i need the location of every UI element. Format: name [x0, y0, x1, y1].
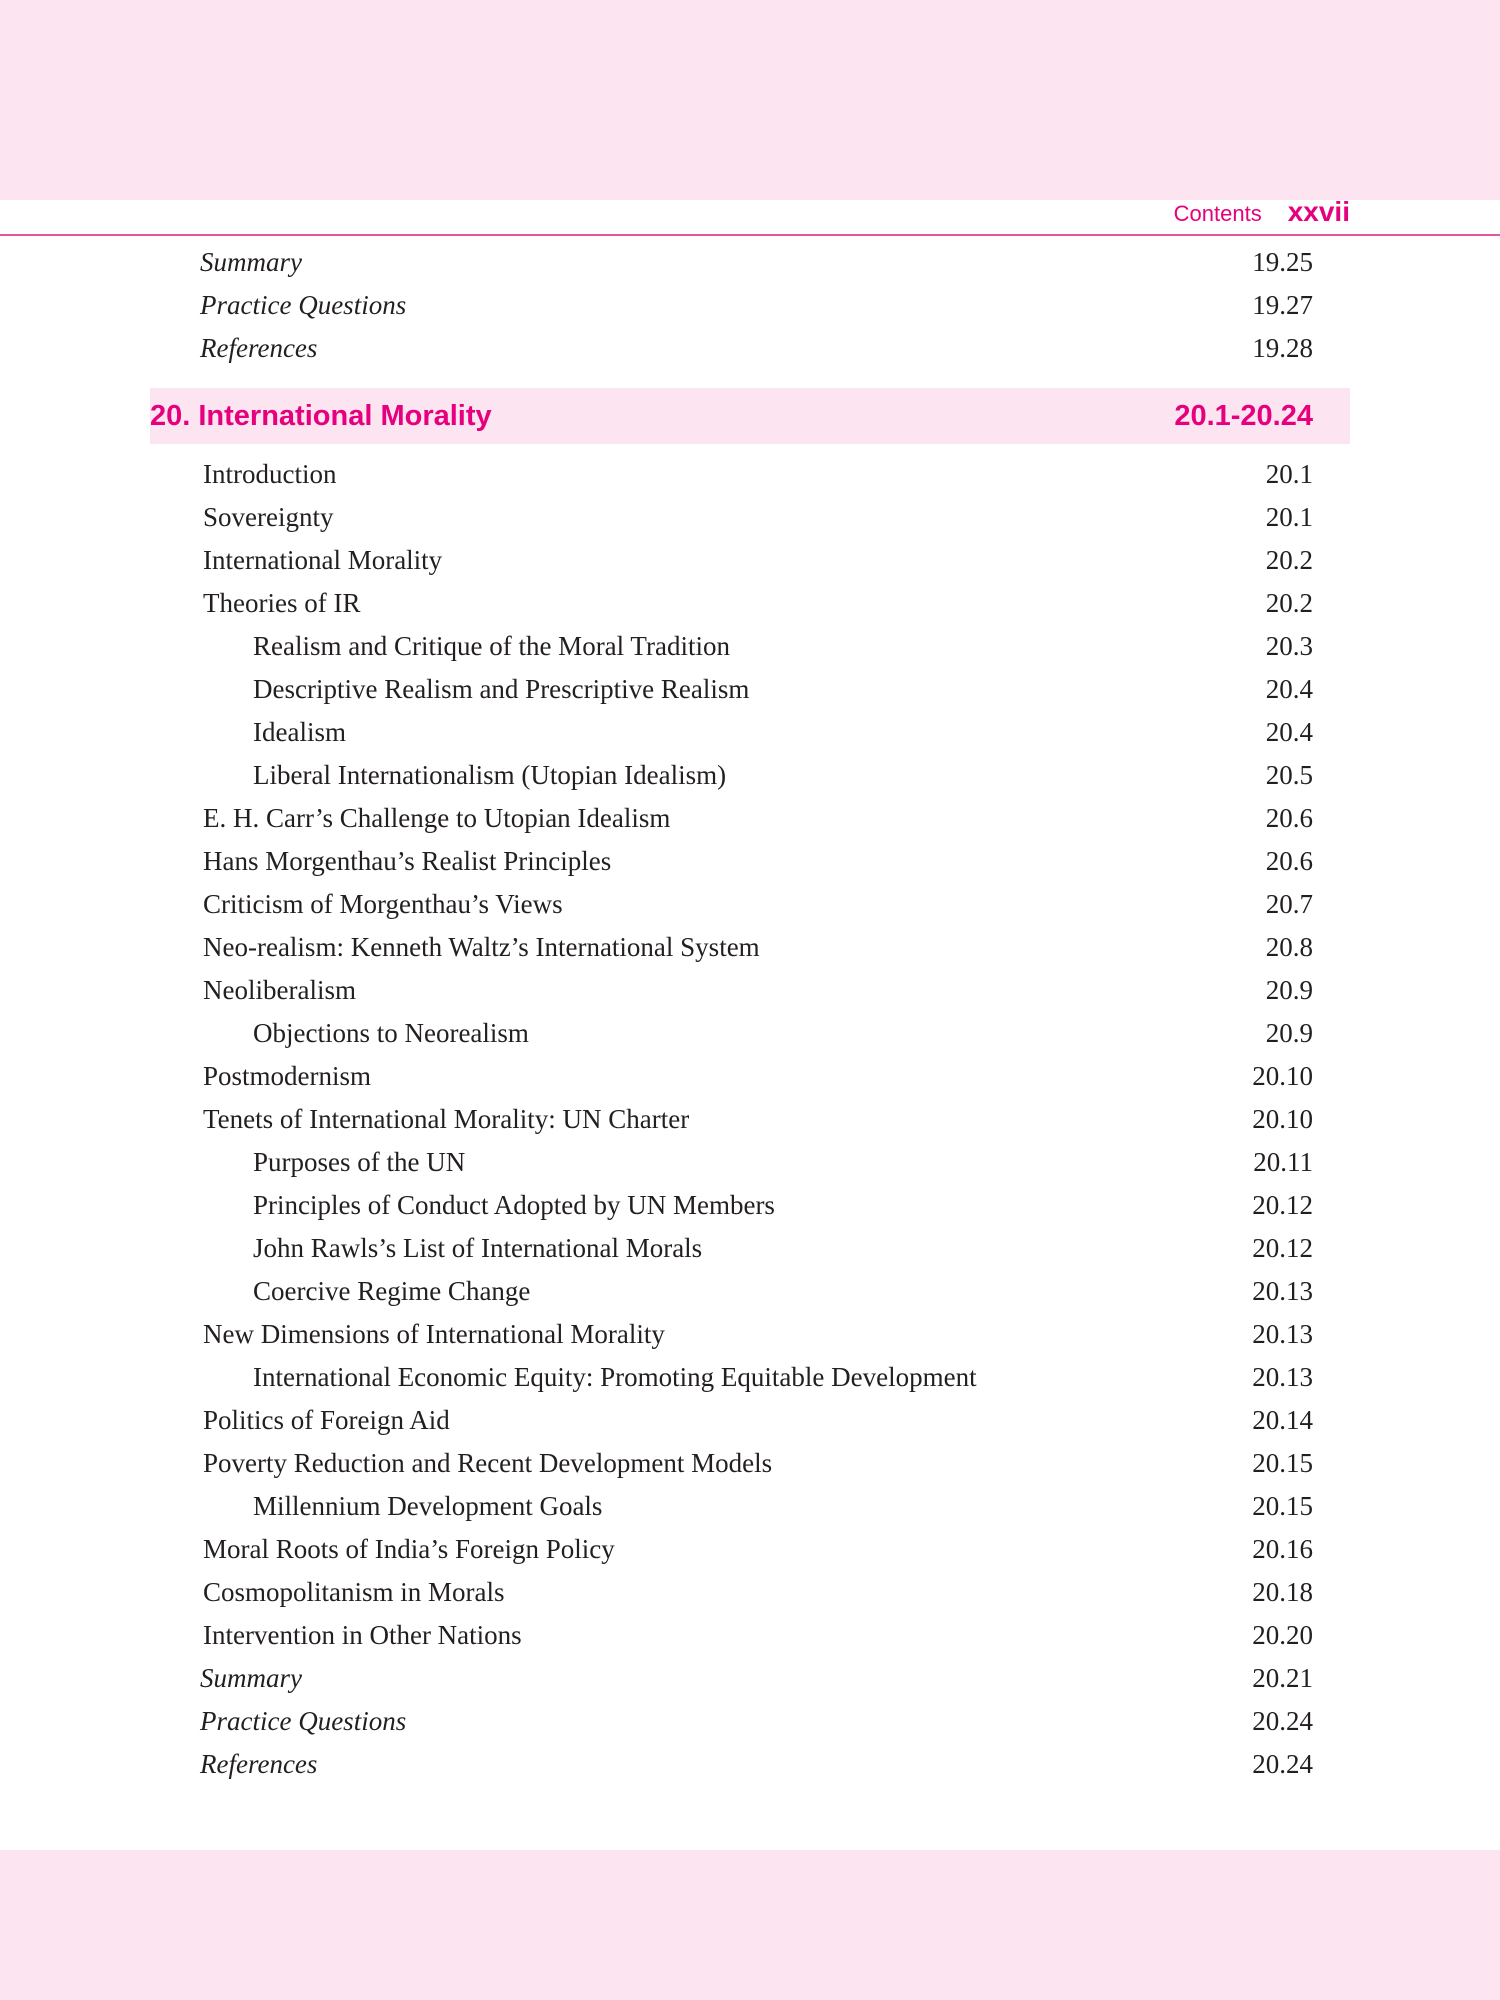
- toc-entry-title: International Morality: [203, 545, 443, 575]
- toc-entry[interactable]: [200, 1572, 1313, 1612]
- toc-entry-title: Intervention in Other Nations: [203, 1620, 522, 1650]
- toc-entry[interactable]: [200, 1400, 1313, 1440]
- toc-entry[interactable]: [200, 497, 1313, 537]
- toc-entry-title: Moral Roots of India’s Foreign Policy: [203, 1534, 615, 1564]
- toc-entry-title: New Dimensions of International Morality: [203, 1319, 665, 1349]
- toc-entry-title: John Rawls’s List of International Morals: [253, 1233, 703, 1263]
- toc-entry-title: References: [200, 333, 318, 363]
- toc-entry[interactable]: [200, 1056, 1313, 1096]
- toc-entry-page: 20.15: [1252, 1491, 1313, 1521]
- toc-entry-page: 19.28: [1252, 333, 1313, 363]
- toc-entry-page: 20.13: [1252, 1362, 1313, 1392]
- toc-entry-page: 20.9: [1265, 1018, 1313, 1048]
- toc-entry-page: 20.24: [1252, 1706, 1313, 1736]
- toc-entry-title: Purposes of the UN: [253, 1147, 466, 1177]
- running-head: [1174, 196, 1350, 230]
- toc-entry-page: 20.1: [1265, 502, 1313, 532]
- toc-entry-page: 20.4: [1265, 674, 1313, 704]
- toc-entry-page: 20.7: [1265, 889, 1313, 919]
- chapter-title: 20. International Morality: [150, 400, 492, 432]
- toc-entry-title: Poverty Reduction and Recent Development Models: [203, 1448, 773, 1478]
- toc-entry-page: 20.12: [1252, 1233, 1313, 1263]
- chapter-page-range: 20.1-20.24: [1174, 400, 1313, 432]
- toc-entry-page: 20.14: [1252, 1405, 1313, 1435]
- toc-entry-page: 20.13: [1252, 1319, 1313, 1349]
- toc-entry-summary[interactable]: [200, 1658, 1313, 1698]
- toc-entry-title: International Economic Equity: Promoting Equitable Development: [253, 1362, 977, 1392]
- toc-entry-page: 20.24: [1252, 1749, 1313, 1779]
- chapter-heading[interactable]: [150, 388, 1350, 444]
- toc-entry-page: 20.12: [1252, 1190, 1313, 1220]
- toc-entry[interactable]: [200, 927, 1313, 967]
- bottom-margin-band: [0, 1850, 1500, 2000]
- toc-entry-title: Theories of IR: [203, 588, 361, 618]
- toc-subentry[interactable]: [200, 1013, 1313, 1053]
- toc-entry-page: 20.4: [1265, 717, 1313, 747]
- toc-entry-title: Liberal Internationalism (Utopian Idealism): [253, 760, 727, 790]
- toc-entry-page: 20.2: [1265, 588, 1313, 618]
- toc-entry[interactable]: [200, 540, 1313, 580]
- toc-entry-page: 20.10: [1252, 1104, 1313, 1134]
- toc-entry[interactable]: [200, 1443, 1313, 1483]
- toc-entry-title: Postmodernism: [203, 1061, 372, 1091]
- toc-entry-title: Summary: [200, 1663, 302, 1693]
- toc-entry-title: Introduction: [203, 459, 337, 489]
- toc-subentry[interactable]: [200, 1357, 1313, 1397]
- toc-entry[interactable]: [200, 583, 1313, 623]
- page-number: xxvii: [1287, 196, 1350, 227]
- toc-entry-page: 20.8: [1265, 932, 1313, 962]
- running-head-label: Contents: [1173, 201, 1262, 226]
- toc-subentry[interactable]: [200, 1185, 1313, 1225]
- toc-subentry[interactable]: [200, 712, 1313, 752]
- toc-entry-title: Sovereignty: [203, 502, 334, 532]
- toc-entry-practice-questions[interactable]: [200, 285, 1313, 325]
- toc-entry[interactable]: [200, 841, 1313, 881]
- toc-entry-title: Neo-realism: Kenneth Waltz’s International System: [203, 932, 760, 962]
- toc-entry-title: Politics of Foreign Aid: [203, 1405, 450, 1435]
- toc-subentry[interactable]: [200, 669, 1313, 709]
- toc-entry-title: Coercive Regime Change: [253, 1276, 531, 1306]
- toc-entry-page: 20.11: [1253, 1147, 1313, 1177]
- toc-entry-page: 20.6: [1265, 846, 1313, 876]
- toc-entry-page: 20.21: [1252, 1663, 1313, 1693]
- toc-subentry[interactable]: [200, 1142, 1313, 1182]
- toc-entry-title: Criticism of Morgenthau’s Views: [203, 889, 563, 919]
- toc-entry-title: Objections to Neorealism: [253, 1018, 529, 1048]
- toc-entry[interactable]: [200, 1615, 1313, 1655]
- toc-entry-page: 20.3: [1265, 631, 1313, 661]
- toc-entry-title: Idealism: [253, 717, 346, 747]
- toc-entry-page: 20.1: [1265, 459, 1313, 489]
- top-margin-band: [0, 0, 1500, 200]
- toc-entry-title: Summary: [200, 247, 302, 277]
- toc-entry-title: Practice Questions: [200, 1706, 407, 1736]
- toc-entry-page: 19.25: [1252, 247, 1313, 277]
- toc-entry[interactable]: [200, 1314, 1313, 1354]
- toc-entry-references[interactable]: [200, 328, 1313, 368]
- toc-entry[interactable]: [200, 1099, 1313, 1139]
- toc-entry-title: Millennium Development Goals: [253, 1491, 603, 1521]
- toc-entry-summary[interactable]: [200, 242, 1313, 282]
- toc-entry-title: References: [200, 1749, 318, 1779]
- toc-entry-title: Realism and Critique of the Moral Tradition: [253, 631, 730, 661]
- toc-entry-practice-questions[interactable]: [200, 1701, 1313, 1741]
- toc-subentry[interactable]: [200, 1271, 1313, 1311]
- toc-entry-references[interactable]: [200, 1744, 1313, 1784]
- toc-entry-title: Descriptive Realism and Prescriptive Realism: [253, 674, 750, 704]
- toc-entry[interactable]: [200, 798, 1313, 838]
- toc-entry-title: E. H. Carr’s Challenge to Utopian Idealism: [203, 803, 671, 833]
- toc-entry-page: 20.10: [1252, 1061, 1313, 1091]
- toc-entry[interactable]: [200, 454, 1313, 494]
- toc-entry[interactable]: [200, 884, 1313, 924]
- toc-entry-page: 20.5: [1265, 760, 1313, 790]
- toc-entry-page: 20.13: [1252, 1276, 1313, 1306]
- header-rule: [0, 234, 1500, 236]
- toc-subentry[interactable]: [200, 755, 1313, 795]
- toc-entry-page: 19.27: [1252, 290, 1313, 320]
- toc-entry-title: Tenets of International Morality: UN Charter: [203, 1104, 690, 1134]
- toc-subentry[interactable]: [200, 1486, 1313, 1526]
- toc-entry[interactable]: [200, 1529, 1313, 1569]
- toc-entry-page: 20.18: [1252, 1577, 1313, 1607]
- toc-entry-page: 20.15: [1252, 1448, 1313, 1478]
- toc-entry-title: Principles of Conduct Adopted by UN Members: [253, 1190, 775, 1220]
- toc-entry-page: 20.6: [1265, 803, 1313, 833]
- toc-entry-title: Hans Morgenthau’s Realist Principles: [203, 846, 612, 876]
- toc-entry-page: 20.2: [1265, 545, 1313, 575]
- toc-entry-title: Neoliberalism: [203, 975, 356, 1005]
- toc-entry-title: Cosmopolitanism in Morals: [203, 1577, 505, 1607]
- toc-subentry[interactable]: [200, 1228, 1313, 1268]
- toc-entry-page: 20.9: [1265, 975, 1313, 1005]
- toc-subentry[interactable]: [200, 626, 1313, 666]
- toc-entry[interactable]: [200, 970, 1313, 1010]
- toc-entry-page: 20.16: [1252, 1534, 1313, 1564]
- toc-entry-page: 20.20: [1252, 1620, 1313, 1650]
- toc-entry-title: Practice Questions: [200, 290, 407, 320]
